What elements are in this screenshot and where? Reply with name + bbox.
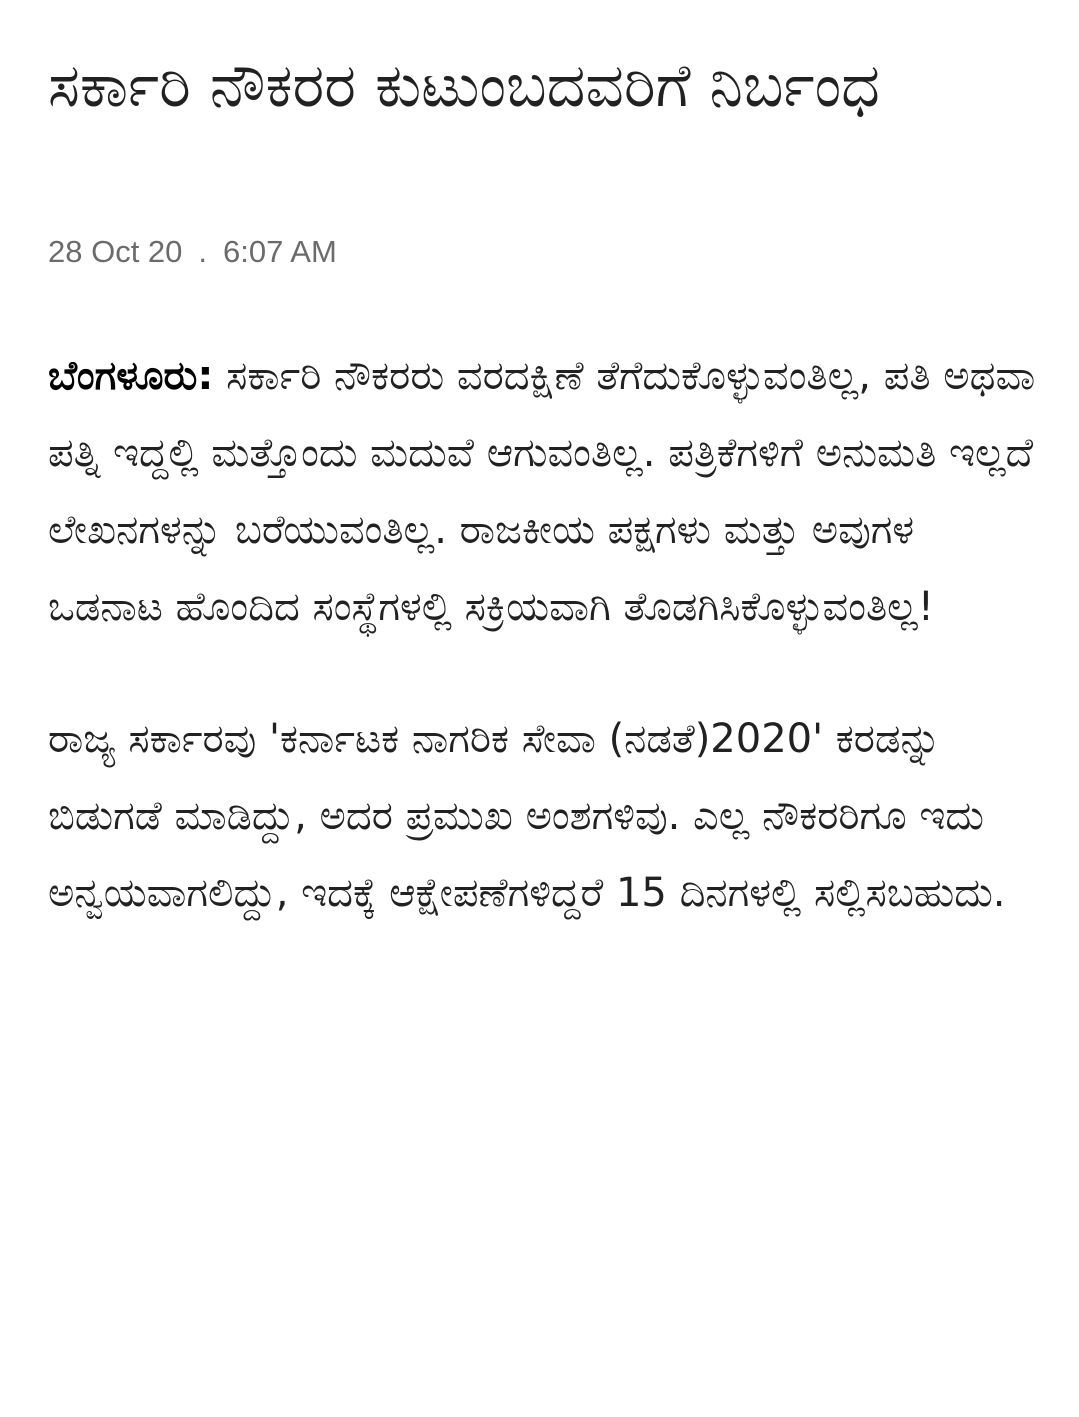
article-paragraph-1 (48, 338, 1038, 646)
article (48, 40, 1038, 932)
meta-separator: . (198, 234, 208, 269)
article-headline: ಸರ್ಕಾರಿ ನೌಕರರ ಕುಟುಂಬದವರಿಗೆ ನಿರ್ಬಂಧ (48, 51, 880, 121)
publish-time: 6:07 AM (223, 234, 337, 269)
article-paragraph-2: ರಾಜ್ಯ ಸರ್ಕಾರವು 'ಕರ್ನಾಟಕ ನಾಗರಿಕ ಸೇವಾ (ನಡತೆ)2020' ಕರಡನ್ನು ಬಿಡುಗಡೆ ಮಾಡಿದ್ದು, ಅದರ ಪ್ರಮುಖ ಅಂಶಗಳಿವು. ಎಲ್ಲ ನೌಕರರಿಗೂ ಇದು ಅನ್ವಯವಾಗಲಿದ್ದು, ಇದಕ್ಕೆ ಆಕ್ಷೇಪಣೆಗಳಿದ್ದರೆ 15 ದಿನಗಳಲ್ಲಿ ಸಲ್ಲಿಸಬಹುದು. (48, 716, 1006, 916)
paragraph-1-text: ಸರ್ಕಾರಿ ನೌಕರರು ವರದಕ್ಷಿಣೆ ತೆಗೆದುಕೊಳ್ಳುವಂತಿಲ್ಲ, ಪತಿ ಅಥವಾ ಪತ್ನಿ ಇದ್ದಲ್ಲಿ ಮತ್ತೊಂದು ಮದುವೆ ಆಗುವಂತಿಲ್ಲ. ಪತ್ರಿಕೆಗಳಿಗೆ ಅನುಮತಿ ಇಲ್ಲದೆ ಲೇಖನಗಳನ್ನು ಬರೆಯುವಂತಿಲ್ಲ. ರಾಜಕೀಯ ಪಕ್ಷಗಳು ಮತ್ತು ಅವುಗಳ ಒಡನಾಟ ಹೊಂದಿದ ಸಂಸ್ಥೆಗಳಲ್ಲಿ ಸಕ್ರಿಯವಾಗಿ ತೊಡಗಿಸಿಕೊಳ್ಳುವಂತಿಲ್ಲ! (48, 353, 1036, 630)
publish-date: 28 Oct 20 (48, 234, 183, 269)
dateline: ಬೆಂಗಳೂರು: (48, 353, 214, 399)
article-meta (48, 232, 1038, 272)
